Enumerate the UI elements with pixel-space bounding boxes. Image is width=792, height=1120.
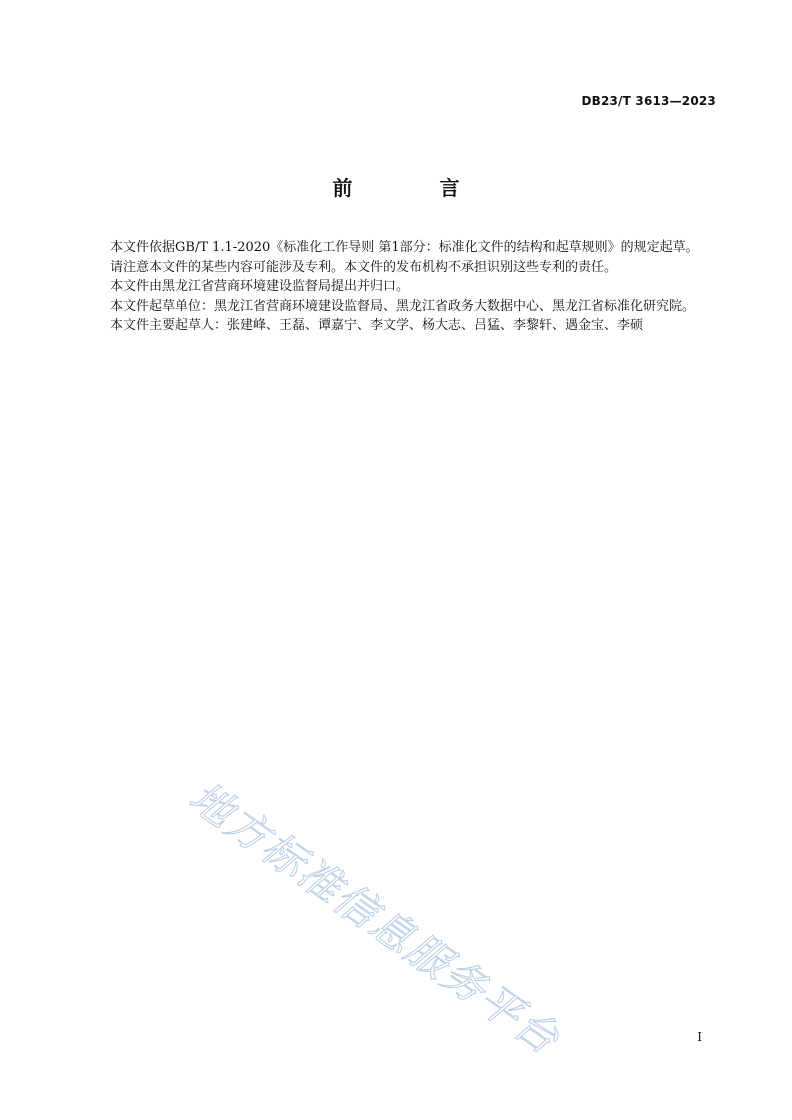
paragraph-drafters: 本文件主要起草人：张建峰、王磊、谭嘉宁、李文学、杨大志、吕猛、李黎轩、遇金宝、李硕 [110,318,644,333]
paragraph-proposer: 本文件由黑龙江省营商环境建设监督局提出并归口。 [110,279,410,294]
paragraph-drafting-units: 本文件起草单位：黑龙江省营商环境建设监督局、黑龙江省政务大数据中心、黑龙江省标准化研究院。 [110,298,696,314]
watermark: 地方标准信息服务平台 [180,771,570,1065]
document-code: DB23/T 3613—2023 [581,94,716,108]
paragraph-patent-notice: 请注意本文件的某些内容可能涉及专利。本文件的发布机构不承担识别这些专利的责任。 [110,259,618,275]
paragraph-basis: 本文件依据GB/T 1.1-2020《标准化工作导则 第1部分：标准化文件的结构和起草规则》的规定起草。 [110,240,699,255]
page-number: I [697,1030,702,1044]
foreword-body [84,238,716,336]
page-title: 前 言 [332,176,500,200]
